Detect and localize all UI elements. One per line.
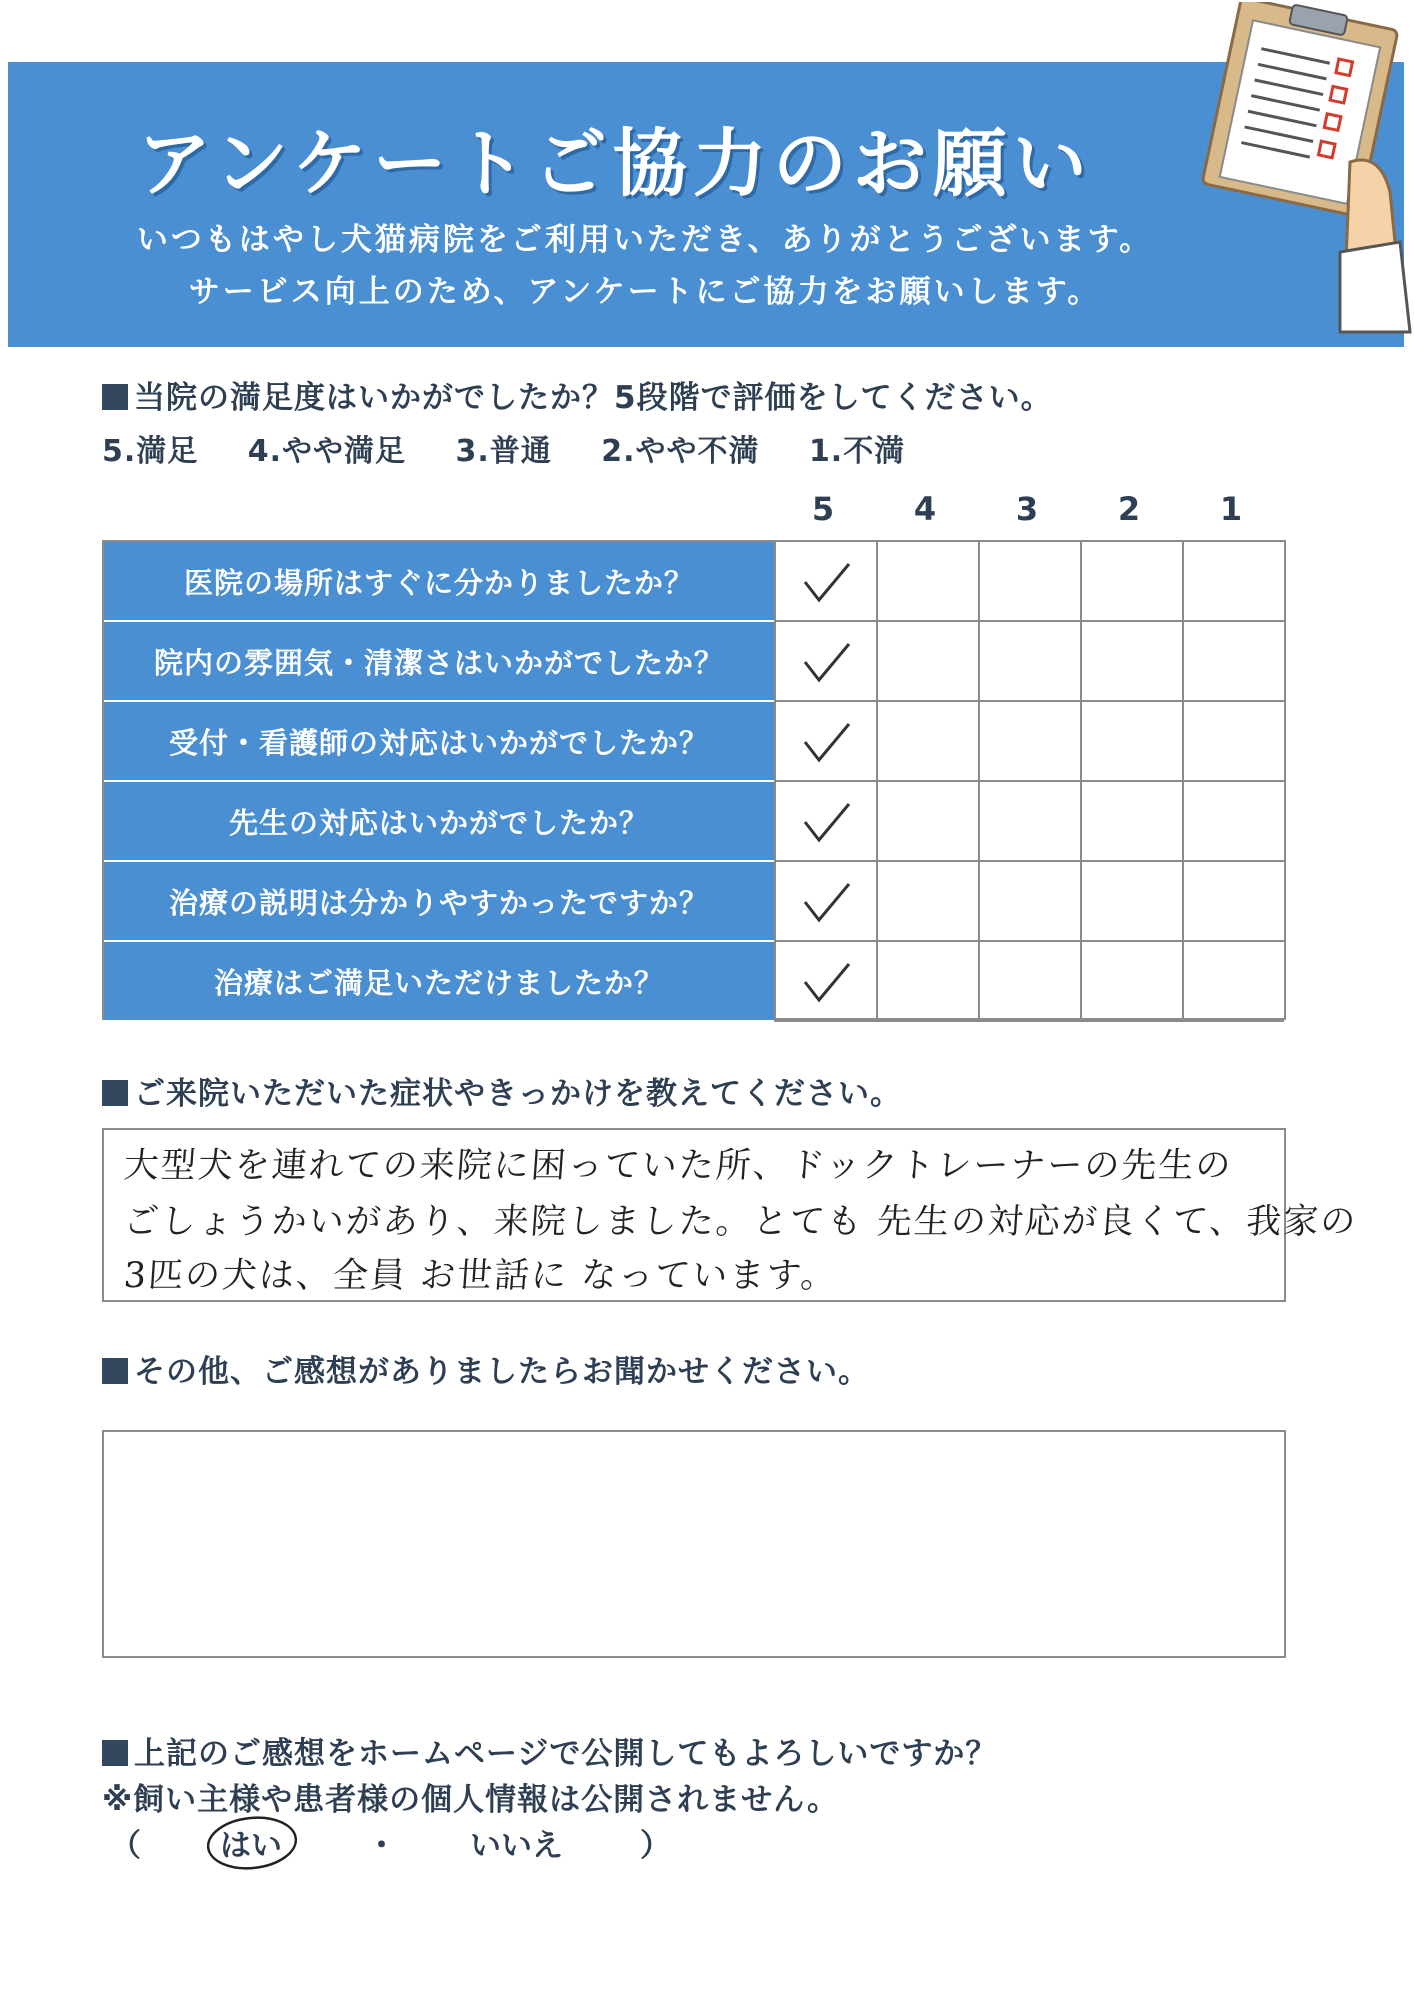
- column-2: 2: [1117, 490, 1141, 528]
- square-bullet-icon: [102, 1080, 128, 1106]
- handwritten-line-3: 3匹の犬は、全員 お世話に なっています。: [122, 1256, 839, 1296]
- reason-heading: ご来院いただいた症状やきっかけを教えてください。: [102, 1068, 902, 1113]
- question-label: 院内の雰囲気・清潔さはいかがでしたか？: [104, 622, 774, 702]
- rating-cell-4[interactable]: [876, 862, 978, 942]
- rating-cell-4[interactable]: [876, 942, 978, 1022]
- option-yes[interactable]: はい: [220, 1828, 282, 1864]
- rating-cell-3[interactable]: [978, 782, 1080, 862]
- rating-cell-3[interactable]: [978, 942, 1080, 1022]
- rating-cell-1[interactable]: [1182, 862, 1284, 942]
- table-row: [104, 862, 1284, 942]
- comments-answer-box[interactable]: [102, 1430, 1286, 1658]
- privacy-note: ※飼い主様や患者様の個人情報は公開されません。: [102, 1782, 839, 1818]
- intro-line-2: サービス向上のため、アンケートにご協力をお願いします。: [188, 274, 1102, 310]
- square-bullet-icon: [102, 1740, 128, 1766]
- option-separator: ・: [366, 1828, 397, 1864]
- scale-3: 3.普通: [455, 434, 552, 469]
- comments-heading: その他、ご感想がありましたらお聞かせください。: [102, 1346, 870, 1391]
- rating-cell-3[interactable]: [978, 862, 1080, 942]
- handwritten-line-1: 大型犬を連れての来院に困っていた所、ドックトレーナーの先生の: [122, 1146, 1234, 1186]
- check-icon: [801, 560, 853, 606]
- question-label: 先生の対応はいかがでしたか？: [104, 782, 774, 862]
- table-row: [104, 542, 1284, 622]
- scale-5: 5.満足: [102, 434, 199, 469]
- rating-cell-1[interactable]: [1182, 622, 1284, 702]
- open-paren: （: [110, 1828, 141, 1864]
- reason-answer-box[interactable]: [102, 1128, 1359, 1302]
- satisfaction-heading: 当院の満足度はいかがでしたか？5段階で評価をしてください。: [102, 372, 1053, 417]
- rating-cell-5[interactable]: [774, 782, 876, 862]
- rating-cell-4[interactable]: [876, 702, 978, 782]
- rating-cell-2[interactable]: [1080, 782, 1182, 862]
- rating-cell-3[interactable]: [978, 622, 1080, 702]
- rating-cell-2[interactable]: [1080, 862, 1182, 942]
- rating-cell-4[interactable]: [876, 782, 978, 862]
- page-title: アンケートご協力のお願い: [137, 121, 1093, 207]
- check-icon: [801, 720, 853, 766]
- rating-cell-1[interactable]: [1182, 782, 1284, 862]
- rating-cell-5[interactable]: [774, 622, 876, 702]
- check-icon: [801, 880, 853, 926]
- scale-1: 1.不満: [808, 434, 906, 469]
- rating-cell-3[interactable]: [978, 702, 1080, 782]
- question-label: 治療の説明は分かりやすかったですか？: [104, 862, 774, 942]
- rating-cell-2[interactable]: [1080, 542, 1182, 622]
- check-icon: [801, 960, 853, 1006]
- check-icon: [801, 640, 853, 686]
- square-bullet-icon: [102, 1358, 128, 1384]
- table-row: [104, 942, 1284, 1022]
- rating-cell-5[interactable]: [774, 942, 876, 1022]
- clipboard-icon: [1200, 2, 1412, 342]
- column-4: 4: [913, 490, 937, 528]
- column-1: 1: [1219, 490, 1243, 528]
- rating-cell-5[interactable]: [774, 862, 876, 942]
- rating-cell-4[interactable]: [876, 542, 978, 622]
- column-5: 5: [811, 490, 835, 528]
- rating-cell-1[interactable]: [1182, 542, 1284, 622]
- rating-cell-3[interactable]: [978, 542, 1080, 622]
- rating-cell-4[interactable]: [876, 622, 978, 702]
- publish-heading: 上記のご感想をホームページで公開してもよろしいですか？: [102, 1728, 997, 1773]
- rating-cell-2[interactable]: [1080, 702, 1182, 782]
- column-3: 3: [1015, 490, 1039, 528]
- option-no[interactable]: いいえ: [470, 1828, 563, 1864]
- check-icon: [801, 800, 853, 846]
- question-label: 治療はご満足いただけましたか？: [104, 942, 774, 1022]
- handwritten-line-2: ごしょうかいがあり、来院しました。とても 先生の対応が良くて、我家の: [122, 1202, 1359, 1242]
- close-paren: ）: [640, 1828, 671, 1864]
- rating-cell-2[interactable]: [1080, 622, 1182, 702]
- rating-cell-1[interactable]: [1182, 942, 1284, 1022]
- intro-line-1: いつもはやし犬猫病院をご利用いただき、ありがとうございます。: [136, 222, 1154, 258]
- rating-table: [102, 540, 1286, 1020]
- scale-2: 2.やや不満: [601, 434, 760, 469]
- rating-cell-5[interactable]: [774, 542, 876, 622]
- scale-legend: [102, 426, 943, 470]
- rating-cell-2[interactable]: [1080, 942, 1182, 1022]
- scale-4: 4.やや満足: [247, 434, 407, 469]
- square-bullet-icon: [102, 384, 128, 410]
- table-row: [104, 702, 1284, 782]
- question-label: 受付・看護師の対応はいかがでしたか？: [104, 702, 774, 782]
- table-row: [104, 782, 1284, 862]
- table-row: [104, 622, 1284, 702]
- rating-cell-5[interactable]: [774, 702, 876, 782]
- selection-circle-icon: [204, 1814, 300, 1872]
- rating-cell-1[interactable]: [1182, 702, 1284, 782]
- question-label: 医院の場所はすぐに分かりましたか？: [104, 542, 774, 622]
